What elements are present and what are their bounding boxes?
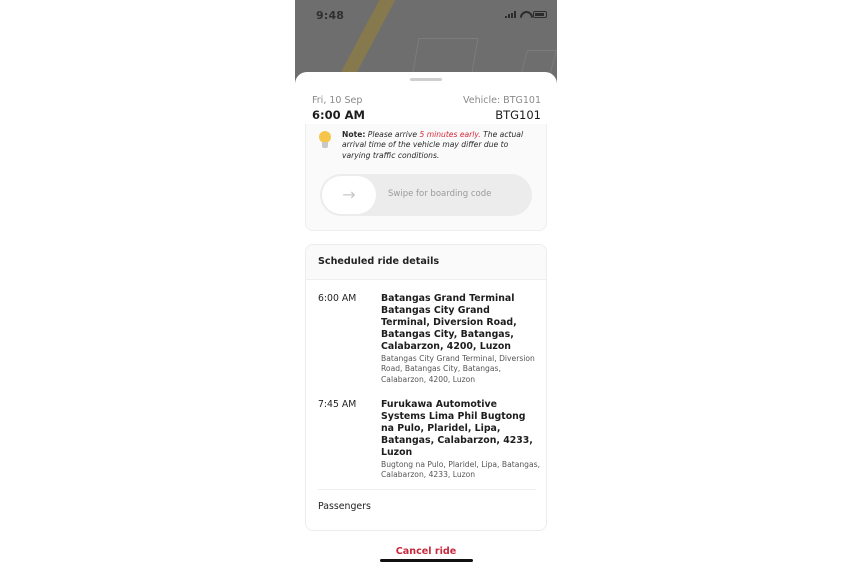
details-title: Scheduled ride details bbox=[306, 245, 546, 280]
wifi-icon bbox=[520, 11, 529, 18]
home-indicator bbox=[380, 559, 473, 562]
stop-address: Bugtong na Pulo, Plaridel, Lipa, Batangas, Calabarzon, 4233, Luzon bbox=[381, 460, 541, 480]
stop-time: 7:45 AM bbox=[318, 399, 357, 410]
cancel-ride-button[interactable]: Cancel ride bbox=[395, 546, 457, 557]
stop-title: Furukawa Automotive Systems Lima Phil Bugtong na Pulo, Plaridel, Lipa, Batangas, Calabarzon, 4233, Luzon bbox=[381, 399, 533, 458]
signal-icon bbox=[505, 11, 516, 18]
status-icons bbox=[505, 11, 547, 18]
lightbulb-icon bbox=[319, 131, 331, 153]
passengers-row[interactable]: Passengers bbox=[318, 501, 371, 512]
scheduled-ride-details-card bbox=[305, 244, 547, 531]
note-text: Note: Please arrive 5 minutes early. The actual arrival time of the vehicle may differ due to varying traffic conditions. bbox=[342, 130, 524, 160]
stop-time: 6:00 AM bbox=[318, 293, 357, 304]
swipe-handle[interactable] bbox=[322, 176, 376, 214]
swipe-boarding-code-slider[interactable] bbox=[320, 174, 532, 216]
ride-bottom-sheet bbox=[295, 72, 557, 568]
stop-address: Batangas City Grand Terminal, Diversion Road, Batangas City, Batangas, Calabarzon, 4200, Luzon bbox=[381, 354, 535, 384]
phone-screen bbox=[295, 0, 557, 568]
vehicle-plate: BTG101 bbox=[495, 108, 541, 122]
ride-date: Fri, 10 Sep bbox=[312, 95, 363, 106]
vehicle-label: Vehicle: BTG101 bbox=[462, 95, 541, 106]
status-bar bbox=[295, 0, 557, 32]
battery-icon bbox=[533, 11, 547, 18]
sheet-drag-handle[interactable] bbox=[410, 78, 442, 81]
stop-title: Batangas Grand Terminal Batangas City Grand Terminal, Diversion Road, Batangas City, Batangas, Calabarzon, 4200, Luzon bbox=[381, 293, 517, 352]
swipe-label: Swipe for boarding code bbox=[388, 189, 492, 199]
note-highlight: 5 minutes early. bbox=[419, 130, 481, 139]
note-label: Note: bbox=[342, 130, 366, 139]
ride-time: 6:00 AM bbox=[312, 108, 365, 122]
status-time: 9:48 bbox=[316, 9, 345, 22]
arrow-right-icon: → bbox=[342, 185, 356, 204]
note-card bbox=[305, 124, 547, 231]
divider bbox=[318, 489, 536, 490]
